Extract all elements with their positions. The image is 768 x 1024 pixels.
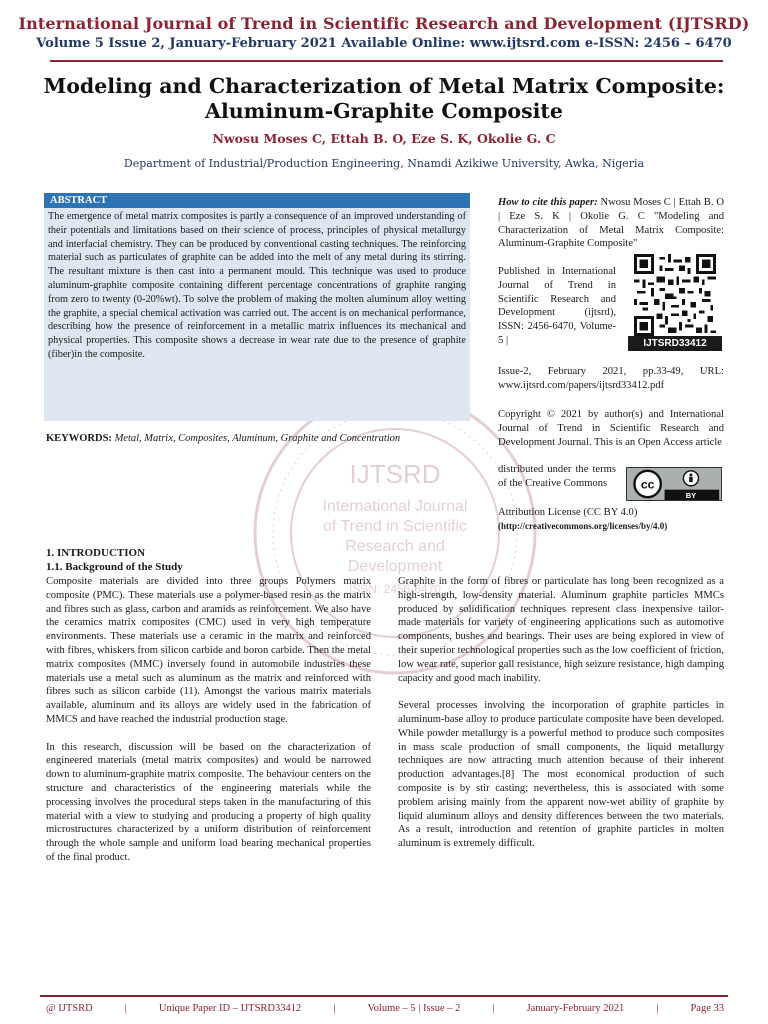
license-url-link[interactable]: (http://creativecommons.org/licenses/by/4.0) [498,521,668,531]
paper-authors: Nwosu Moses C, Ettah B. O, Eze S. K, Okolie G. C [212,131,556,146]
section-heading-introduction: 1. INTRODUCTION [46,547,146,559]
body-paragraph: In this research, discussion will be based on the characterization of engineered materials (metal matrix composites) and would be narrowed down to aluminum-graphite matrix composite. The behaviour centers on the structure and characteristics of the engineering materials while the processing involves the procedural steps taken in the manufacturing of this material with a view to studying and producing a property of high quality microstructures characterized by a uniform distribution of reinforcement through the whole sample and uniform load bearing mechanical properties of the final product. [46,741,371,863]
abstract-text: The emergence of metal matrix composites is partly a consequence of an improved understanding of their potentials and limitations based on their science of process, principles of physical metallurgy and interfacial chemistry. They can be produced by conventional casting techniques. The reinforcing material such as particulates of graphite can be added into the melt of any metal during its stirring. The resultant mixture is then cast into a permanent mould. This technique was used to produce aluminum-graphite composite containing different percentage concentrations of graphite ranging from zero to twenty (0-20%wt). To solve the problem of making the molten aluminum alloy wetting the graphite, a special chemical activation was carried out. The accent is on mechanical performance, describing how the presence of reinforcement in a metallic matrix influences its mechanical and physical properties. This composite shows a decrease in wear rate due to the presence of graphite (fiber)in the composite. [48,211,466,360]
by-badge-text: BY [685,491,697,501]
keywords [46,432,470,446]
footer-divider [40,995,728,997]
footer-journal: @ IJTSRD [46,1003,93,1014]
journal-title: International Journal of Trend in Scientific Research and Development (IJTSRD) [18,14,750,33]
body-paragraph: Graphite in the form of fibres or particulate has long been recognized as a high-strength, low-density material. Aluminum graphite particles MMCs produced by solidification techniques represent class inexpensive tailor-made materials for variety of engineering applications such as automotive components, bushes and bearings. Their uses are being explored in view of their superior technological properties such as the low coefficient of friction, low wear rate, superior gall resistance, high seizure resistance, high damping capacity and good mach inability. [398,576,724,684]
watermark-line-4: Development [347,558,443,575]
citation-url-text: Issue-2, February 2021, pp.33-49, URL: www.ijtsrd.com/papers/ijtsrd33412.pdf [498,366,724,391]
watermark-line-2: of Trend in Scientific [322,518,468,535]
footer-paper-id: Unique Paper ID – IJTSRD33412 [158,1003,302,1014]
citation-published-text: Published in International Journal of Trend in Scientific Research and Development (ijtsrd), ISSN: 2456-6470, Volume-5 | [498,266,616,346]
header-divider [50,60,723,62]
footer-separator: | [124,1003,127,1014]
watermark-line-1: International Journal [322,498,468,515]
journal-issue-line: Volume 5 Issue 2, January-February 2021 Available Online: www.ijtsrd.com e-ISSN: 2456 – 6470 [36,36,732,51]
abstract-box [44,193,470,421]
footer-separator: | [492,1003,495,1014]
footer-separator: | [333,1003,336,1014]
citation-label: How to cite this paper: [498,197,598,208]
cc-badge-text: cc [640,477,655,492]
copyright-text: Copyright © 2021 by author(s) and International Journal of Trend in Scientific Research and Development Journal. This is an Open Access article [498,409,724,448]
abstract-heading: ABSTRACT [44,193,470,208]
page-footer [46,1003,724,1014]
paper-title: Modeling and Characterization of Metal Matrix Composite: Aluminum-Graphite Composite [43,74,725,123]
citation-block [498,196,724,251]
footer-page-number: Page 33 [690,1003,724,1014]
keywords-text: Metal, Matrix, Composites, Aluminum, Graphite and Concentration [114,433,401,444]
footer-separator: | [656,1003,659,1014]
watermark-center: IJTSRD [349,459,441,489]
copyright-distributed-text: distributed under the terms of the Creative Commons [498,464,616,490]
subsection-heading-background: 1.1. Background of the Study [46,561,183,573]
paper-affiliation: Department of Industrial/Production Engineering, Nnamdi Azikiwe University, Awka, Nigeria [123,157,645,170]
keywords-label: KEYWORDS: [46,433,112,444]
body-right-column [398,575,724,865]
footer-date: January-February 2021 [526,1003,625,1014]
footer-volume: Volume – 5 | Issue – 2 [367,1003,461,1014]
cc-by-license-icon [626,467,722,501]
body-left-column [46,575,371,879]
qr-code-icon [634,254,716,336]
watermark-issn: ISSN: 2456-6470 [348,582,442,596]
watermark-line-3: Research and [345,538,445,555]
paper-id-badge: IJTSRD33412 [628,336,722,351]
body-paragraph: Several processes involving the incorporation of graphite particles in aluminum-base alloy to produce particulate composite have been developed. While powder metallurgy is a powerful method to produce such composites in mass scale production of small components, the liquid metallurgy techniques are now attracting much attention because of their inherent production advantages.[8] The most economical production of such composite is by stir casting; nevertheless, this is associated with some problem arising mainly from the apparent now-wet ability of graphite by liquid aluminum alloys and density differences between the two materials. As a result, introduction and retention of graphite particles in molten aluminum is extremely difficult. [398,700,724,850]
license-line: Attribution License (CC BY 4.0) [498,507,638,518]
body-paragraph: Composite materials are divided into three groups Polymers matrix composite (PMC). These materials use a polymer-based resin as the matrix and fibres such as glass, carbon and aramids as reinforcement. We also have the ceramics matrix composites (CMC) used in very high temperature environments. These materials use a ceramic in the matrix and reinforced with fibres, whiskers from silicon carbide and boron carbide. Then the metal matrix composites (MMC) inversely found in automobile industries these materials use a metal such as aluminum as the matrix and reinforced with fibres such as silicon carbide (11). Amongst the various matrix materials available, aluminum and its alloys are widely used in the fabrication of MMCS and have reached the industrial production stage. [46,576,371,725]
citation-top-text: Nwosu Moses C | Ettah B. O | Eze S. K | Okolie G. C "Modeling and Characterization of Metal Matrix Composite: Aluminum-Graphite Composite" [498,197,724,250]
